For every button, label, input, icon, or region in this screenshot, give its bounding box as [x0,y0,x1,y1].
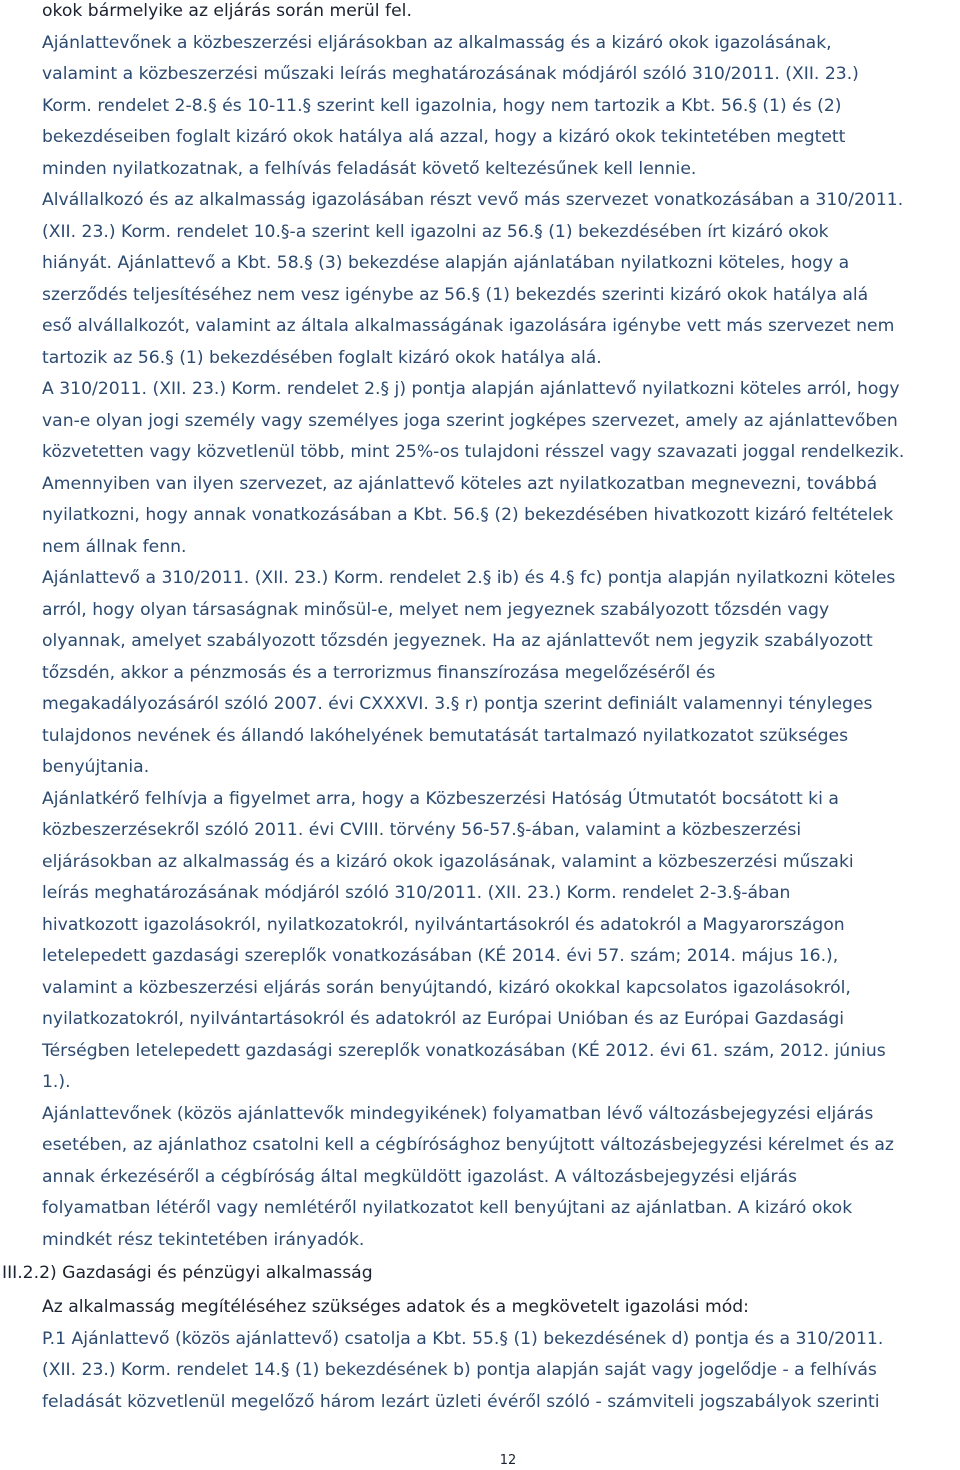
body-text [42,0,954,1256]
subheading: Az alkalmasság megítéléséhez szükséges adatok és a megkövetelt igazolási mód: [42,1297,749,1317]
paragraph-4: A 310/2011. (XII. 23.) Korm. rendelet 2.§ j) pontja alapján ajánlattevő nyilatkozni köteles arról, hogy van-e olyan jogi személy vagy személyes joga szerint jogképes szervezet, amely az ajánlattevőben közvetetten vagy közvetlenül több, mint 25%-os tulajdoni résszel vagy szavazati joggal rendelkezik. Amennyiben van ilyen szervezet, az ajánlattevő köteles azt nyilatkozatban megnevezni, továbbá nyilatkozni, hogy annak vonatkozásában a Kbt. 56.§ (2) bekezdésében hivatkozott kizáró feltételek nem állnak fenn. [42,379,905,557]
paragraph-1: okok bármelyike az eljárás során merül fel. [42,1,412,21]
paragraph-p1: P.1 Ajánlattevő (közös ajánlattevő) csatolja a Kbt. 55.§ (1) bekezdésének d) pontja és a 310/2011. (XII. 23.) Korm. rendelet 14.§ (1) bekezdésének b) pontja alapján saját vagy jogelődje - a felhívás feladását közvetlenül megelőző három lezárt üzleti évéről szóló - számviteli jogszabályok szerinti [42,1328,884,1412]
section-heading: III.2.2) Gazdasági és pénzügyi alkalmasság [2,1263,373,1283]
paragraph-6: Ajánlatkérő felhívja a figyelmet arra, hogy a Közbeszerzési Hatóság Útmutatót bocsátott ki a közbeszerzésekről szóló 2011. évi CVIII. törvény 56-57.§-ában, valamint a közbeszerzési eljárásokban az alkalmasság és a kizáró okok igazolásának, valamint a közbeszerzési műszaki leírás meghatározásának módjáról szóló 310/2011. (XII. 23.) Korm. rendelet 2-3.§-ában hivatkozott igazolásokról, nyilatkozatokról, nyilvántartásokról és adatokról a Magyarországon letelepedett gazdasági szereplők vonatkozásában (KÉ 2014. évi 57. szám; 2014. május 16.), valamint a közbeszerzési eljárás során benyújtandó, kizáró okokkal kapcsolatos igazolásokról, nyilatkozatokról, nyilvántartásokról és adatokról az Európai Unióban és az Európai Gazdasági Térségben letelepedett gazdasági szereplők vonatkozásában (KÉ 2012. évi 61. szám, 2012. június 1.). [42,788,886,1092]
paragraph-7: Ajánlattevőnek (közös ajánlattevők mindegyikének) folyamatban lévő változásbejegyzési eljárás esetében, az ajánlathoz csatolni kell a cégbírósághoz benyújtott változásbejegyzési kérelmet és az annak érkezéséről a cégbíróság által megküldött igazolást. A változásbejegyzési eljárás folyamatban létéről vagy nemlétéről nyilatkozatot kell benyújtani az ajánlatban. A kizáró okok mindkét rész tekintetében irányadók. [42,1103,894,1250]
section-body [42,1292,954,1418]
paragraph-5: Ajánlattevő a 310/2011. (XII. 23.) Korm. rendelet 2.§ ib) és 4.§ fc) pontja alapján nyilatkozni köteles arról, hogy olyan társaságnak minősül-e, melyet nem jegyeznek szabályozott tőzsdén vagy olyannak, amelyet szabályozott tőzsdén jegyeznek. Ha az ajánlattevőt nem jegyzik szabályozott tőzsdén, akkor a pénzmosás és a terrorizmus finanszírozása megelőzéséről és megakadályozásáról szóló 2007. évi CXXXVI. 3.§ r) pontja szerint definiált valamennyi tényleges tulajdonos nevének és állandó lakóhelyének bemutatását tartalmazó nyilatkozatot szükséges benyújtania. [42,568,896,777]
paragraph-3: Alvállalkozó és az alkalmasság igazolásában részt vevő más szervezet vonatkozásában a 310/2011. (XII. 23.) Korm. rendelet 10.§-a szerint kell igazolni az 56.§ (1) bekezdésében írt kizáró okok hiányát. Ajánlattevő a Kbt. 58.§ (3) bekezdése alapján ajánlatában nyilatkozni köteles, hogy a szerződés teljesítéséhez nem vesz igénybe az 56.§ (1) bekezdés szerinti kizáró okok hatálya alá eső alvállalkozót, valamint az általa alkalmasságának igazolására igénybe vett más szervezet nem tartozik az 56.§ (1) bekezdésében foglalt kizáró okok hatálya alá. [42,190,904,368]
page-number: 12 [499,1453,517,1468]
paragraph-2: Ajánlattevőnek a közbeszerzési eljárásokban az alkalmasság és a kizáró okok igazolásának, valamint a közbeszerzési műszaki leírás meghatározásának módjáról szóló 310/2011. (XII. 23.) Korm. rendelet 2-8.§ és 10-11.§ szerint kell igazolnia, hogy nem tartozik a Kbt. 56.§ (1) és (2) bekezdéseiben foglalt kizáró okok hatálya alá azzal, hogy a kizáró okok tekintetében megtett minden nyilatkozatnak, a felhívás feladását követő keltezésűnek kell lennie. [42,32,859,179]
